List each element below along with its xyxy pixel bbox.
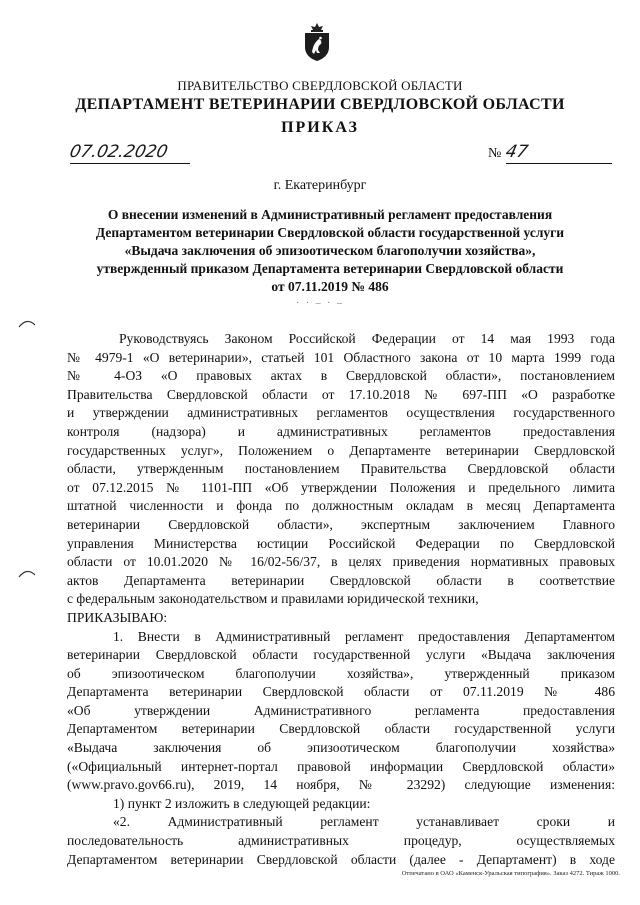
document-type: ПРИКАЗ xyxy=(281,119,359,136)
title-line: от 07.11.2019 № 486 xyxy=(271,279,389,294)
body-line: ветеринарии Свердловской области», экспертным заключением Главного xyxy=(67,516,615,532)
number-label: № xyxy=(488,146,502,161)
printer-footer: Отпечатано в ОАО «Каменск-Уральская типография». Заказ 4272. Тираж 1000. xyxy=(401,870,620,877)
body-line: 1. Внести в Административный регламент предоставления Департаментом xyxy=(113,628,615,644)
body-line: «Выдача заключения об эпизоотическом благополучии хозяйства» xyxy=(67,740,615,756)
title-line: Департаментом ветеринарии Свердловской области государственной услуги xyxy=(95,225,565,240)
handwritten-number: 47 xyxy=(503,142,530,162)
handwritten-date: 07.02.2020 xyxy=(67,142,170,162)
number-field xyxy=(503,141,612,164)
date-field xyxy=(67,141,190,164)
margin-hole-mark-icon xyxy=(18,568,36,578)
body-line: последовательность административных процедур, осуществляемых xyxy=(67,833,615,849)
body-line: Правительства Свердловской области от 17.10.2018 № 697-ПП «О разработке xyxy=(67,386,615,402)
body-line: актов Департамента ветеринарии Свердловской области в соответствие xyxy=(67,572,615,588)
body-line: штатной численности и фонда по должностным окладам в месяц Департамента xyxy=(67,498,615,514)
body-line: области от 10.01.2020 № 16/02-56/37, в целях приведения нормативных правовых xyxy=(67,554,615,570)
body-line: № 4979-1 «О ветеринарии», статьей 101 Областного закона от 10 марта 1999 года xyxy=(67,349,615,365)
body-line: и утверждении административных регламентов осуществления государственного xyxy=(67,405,615,421)
body-line: об эпизоотическом благополучии хозяйства», утвержденный приказом xyxy=(67,665,615,681)
title-line: утвержденный приказом Департамента ветеринарии Свердловской области xyxy=(96,261,564,276)
body-line: ветеринарии Свердловской области государственной услуги «Выдача заключения xyxy=(67,647,615,663)
body-line: области, утвержденным постановлением Правительства Свердловской области xyxy=(67,461,615,477)
body-line: «2. Административный регламент устанавливает сроки и xyxy=(113,814,615,830)
department-name: ДЕПАРТАМЕНТ ВЕТЕРИНАРИИ СВЕРДЛОВСКОЙ ОБЛАСТИ xyxy=(75,96,565,113)
body-line: Руководствуясь Законом Российской Федерации от 14 мая 1993 года xyxy=(119,331,615,346)
body-line: от 07.12.2015 № 1101-ПП «Об утверждении Положения и предельного лимита xyxy=(67,479,615,495)
body-line: с федеральным законодательством и правилами юридической техники, xyxy=(67,591,479,607)
body-line: Департаментом ветеринарии Свердловской области (далее - Департамент) в ходе xyxy=(67,851,615,867)
document-title xyxy=(55,206,605,296)
body-line: управления Министерства юстиции Российской Федерации по Свердловской xyxy=(67,535,615,551)
body-line: контроля (надзора) и административных регламентов предоставления xyxy=(67,423,615,439)
body-line: № 4-ОЗ «О правовых актах в Свердловской области», постановлением xyxy=(67,368,615,384)
body-line: (www.pravo.gov66.ru), 2019, 14 ноября, № 23292) следующие изменения: xyxy=(67,777,615,793)
city: г. Екатеринбург xyxy=(273,178,367,193)
order-directive: ПРИКАЗЫВАЮ: xyxy=(67,609,168,625)
coat-of-arms-icon xyxy=(302,22,332,62)
body-line: «Об утверждении Административного регламента предоставления xyxy=(67,702,615,718)
document-body xyxy=(67,330,615,869)
margin-hole-mark-icon xyxy=(18,318,36,328)
body-line: 1) пункт 2 изложить в следующей редакции: xyxy=(113,795,371,811)
separator-dots: · · – · – xyxy=(296,298,344,309)
title-line: «Выдача заключения об эпизоотическом благополучии хозяйства», xyxy=(124,243,536,258)
title-line: О внесении изменений в Административный регламент предоставления xyxy=(107,207,553,222)
body-line: государственных услуг», Положением о Департаменте ветеринарии Свердловской xyxy=(67,442,615,458)
body-line: Департаментом ветеринарии Свердловской области государственной услуги xyxy=(67,721,615,737)
government-name: ПРАВИТЕЛЬСТВО СВЕРДЛОВСКОЙ ОБЛАСТИ xyxy=(177,78,463,93)
body-line: («Официальный интернет-портал правовой информации Свердловской области» xyxy=(67,758,615,774)
body-line: Департамента ветеринарии Свердловской области от 07.11.2019 № 486 xyxy=(67,684,615,700)
